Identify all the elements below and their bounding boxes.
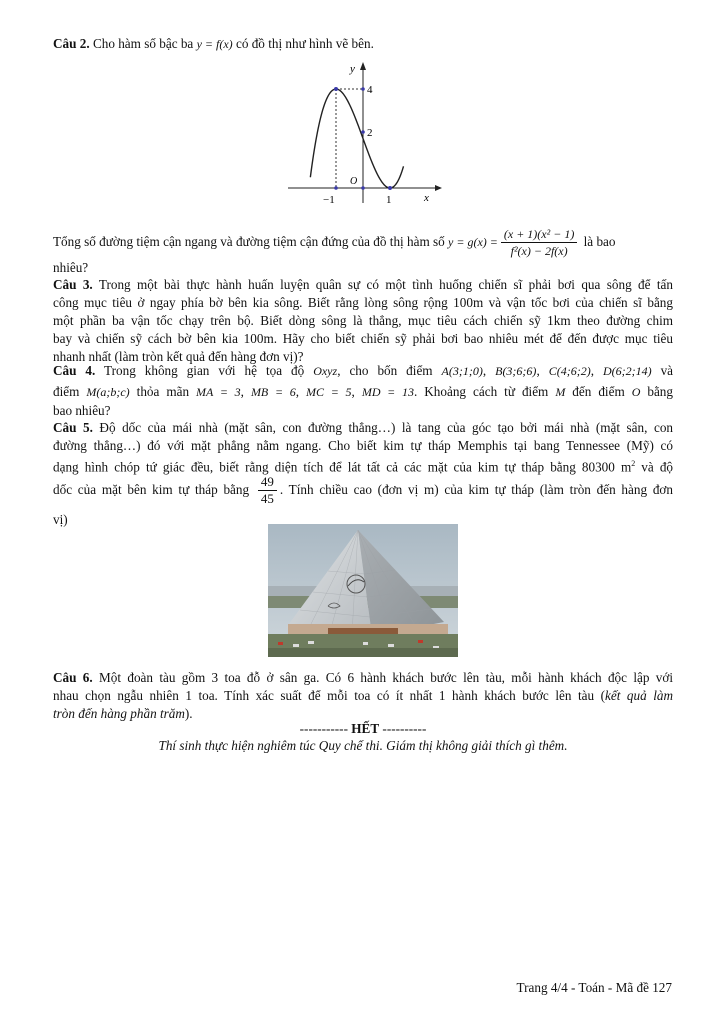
q2-question-end: nhiêu? <box>53 260 89 275</box>
q4-text-2: , cho bốn điểm <box>337 363 442 378</box>
q5-text-1: Độ dốc của mái nhà (mặt sân, con đường thẳng…) là tang của góc tạo bởi mái nhà (mặt sân, con <box>99 420 674 435</box>
q4-o: O <box>631 385 641 399</box>
q2-question-text-2: là bao <box>580 234 616 249</box>
q5-text-3: dạng hình chóp tứ giác đều, biết rằng diện tích để lát tất cả các mặt của kim tự tháp bằng 80300 m <box>53 459 632 475</box>
q4-ma: MA = 3 <box>196 385 241 399</box>
q5-label: Câu 5. <box>53 420 93 435</box>
q5-line-2: đường thẳng…) đó với mặt phẳng nằm ngang. Cho biết kim tự tháp Memphis tại bang Tennessee (Mỹ) có <box>53 438 673 453</box>
q6-text-3-italic: tròn đến hàng phần trăm <box>53 706 185 721</box>
q4-m: M <box>555 385 566 399</box>
cubic-curve <box>310 89 403 188</box>
q6-line-1 <box>53 669 673 687</box>
max-point <box>334 87 338 91</box>
q6-text-3: ). <box>184 706 193 721</box>
tick-x-1: 1 <box>386 194 392 206</box>
q4-mb: MB = 6 <box>250 385 296 399</box>
q5-slope-num: 49 <box>258 475 277 491</box>
q4-mc: MC = 5 <box>306 385 352 399</box>
q2-question <box>53 222 673 262</box>
q3-line-3: một phần ba vận tốc chạy trên bộ. Biết dòng sông là thẳng, mục tiêu cách chiến sỹ 1km theo đường chim <box>53 313 673 328</box>
q4-text-4: điểm <box>53 384 87 399</box>
q4-md: MD = 13 <box>361 385 414 399</box>
q3-line-5: nhanh nhất (làm tròn kết quả đến hàng đơn vị)? <box>53 349 304 364</box>
q6-text-2-italic: kết quả làm <box>605 688 673 703</box>
q6-text-1: Một đoàn tàu gồm 3 toa đỗ ở sân ga. Có 6 hành khách bước lên tàu, mỗi hành khách độc lập với <box>99 670 674 685</box>
q4-line-1: Câu 4. Trong không gian với hệ tọa độ Oxyz, cho bốn điểm A(3;1;0), B(3;6;6), C(4;6;2), D(6;2;14) và <box>53 363 674 378</box>
y-axis-arrow-icon <box>360 62 366 70</box>
origin-point <box>361 186 365 190</box>
q5-slope-den: 45 <box>260 491 274 507</box>
q5-text-3b: và độ <box>635 459 674 475</box>
q2-intro <box>53 35 673 53</box>
q4-text-5: thỏa mãn <box>129 384 197 399</box>
end-marker <box>53 720 673 738</box>
x-axis-label: x <box>424 192 429 204</box>
q4-line-3: bao nhiêu? <box>53 403 111 418</box>
q5-line-1 <box>53 419 673 437</box>
q4-point-m: M(a;b;c) <box>86 385 130 399</box>
q5-line-5: vị) <box>53 512 68 527</box>
q2-g-fraction <box>501 227 577 258</box>
q3-line-1 <box>53 276 673 294</box>
q2-function: y = f(x) <box>196 37 233 51</box>
q4-point-b: B(3;6;6) <box>495 364 537 378</box>
page-footer: Trang 4/4 - Toán - Mã đề 127 <box>516 980 672 995</box>
q2-g-denominator: f²(x) − 2f(x) <box>510 244 568 259</box>
q4-point-d: D(6;2;14) <box>602 364 652 378</box>
q3-text-1: Trong một bài thực hành huấn luyện quân sự có một tình huống chiến sĩ phải bơi qua sông để tấn <box>98 277 673 292</box>
q4-text-8: bằng <box>640 384 673 399</box>
q2-question-text: Tổng số đường tiệm cận ngang và đường tiệm cận đứng của đồ thị hàm số <box>53 234 449 249</box>
y4-point <box>361 87 365 91</box>
q3-line-2: công mục tiêu ở ngay phía bờ bên kia sông. Biết rằng lòng sông rộng 100m và vận tốc bơi của chiến sĩ bằng <box>53 295 673 310</box>
x-neg1-point <box>334 186 338 190</box>
y-axis-label: y <box>350 63 355 75</box>
cubic-graph <box>280 58 445 208</box>
q5-text-4b: . Tính chiều cao (đơn vị m) của kim tự tháp (làm tròn đến hàng đơn <box>279 482 673 497</box>
pyramid-photo <box>268 524 458 657</box>
end-dashes-right: ---------- <box>379 721 427 736</box>
q4-oxyz: Oxyz <box>313 364 338 378</box>
q5-line-4 <box>53 472 673 508</box>
q4-text-3: và <box>651 363 674 378</box>
pyramid-image <box>268 524 458 657</box>
origin-label: O <box>350 176 358 187</box>
q4-label: Câu 4. <box>53 363 96 378</box>
q6-text-2: nhau chọn ngẫu nhiên 1 toa. Tính xác suất để mỗi toa có ít nhất 1 hành khách bước lên tàu ( <box>53 688 605 703</box>
end-het: HẾT <box>351 721 380 736</box>
tick-y-4: 4 <box>367 84 373 96</box>
q2-intro-text: Cho hàm số bậc ba <box>92 36 197 51</box>
q5-slope-fraction <box>258 475 277 506</box>
q2-intro-text-2: có đồ thị như hình vẽ bên. <box>232 36 374 51</box>
q2-g-numerator: (x + 1)(x² − 1) <box>501 227 577 243</box>
q2-label: Câu 2. <box>53 36 90 51</box>
y2-point <box>361 130 365 134</box>
q3-label: Câu 3. <box>53 277 93 292</box>
tick-y-2: 2 <box>367 127 373 139</box>
min-point <box>388 186 392 190</box>
q6-line-2 <box>53 687 673 705</box>
q2-g-lhs: y = g(x) = <box>448 235 498 249</box>
q4-text-6: . Khoảng cách từ điểm <box>413 384 556 399</box>
q5-text-4: dốc của mặt bên kim tự tháp bằng <box>53 482 255 497</box>
end-note: Thí sinh thực hiện nghiêm túc Quy chế thi. Giám thị không giải thích gì thêm. <box>158 738 568 753</box>
q5-sup: 2 <box>631 459 636 468</box>
q6-label: Câu 6. <box>53 670 93 685</box>
q4-text-7: đến điểm <box>565 384 632 399</box>
q4-text-1: Trong không gian với hệ tọa độ <box>104 363 314 378</box>
end-dashes-left: ----------- <box>299 721 352 736</box>
tick-x-neg1: −1 <box>323 194 335 206</box>
q4-line-2: điểm M(a;b;c) thỏa mãn MA = 3, MB = 6, MC = 5, MD = 13. Khoảng cách từ điểm M đến điểm O bằng <box>53 384 673 399</box>
q3-line-4: bay và chiến sỹ cách bờ bên kia 100m. Hãy cho biết chiến sỹ phải bơi bao nhiêu mét để đến được mục tiêu <box>53 331 673 346</box>
q4-point-a: A(3;1;0) <box>441 364 483 378</box>
x-axis-arrow-icon <box>435 185 442 191</box>
q4-point-c: C(4;6;2) <box>548 364 591 378</box>
